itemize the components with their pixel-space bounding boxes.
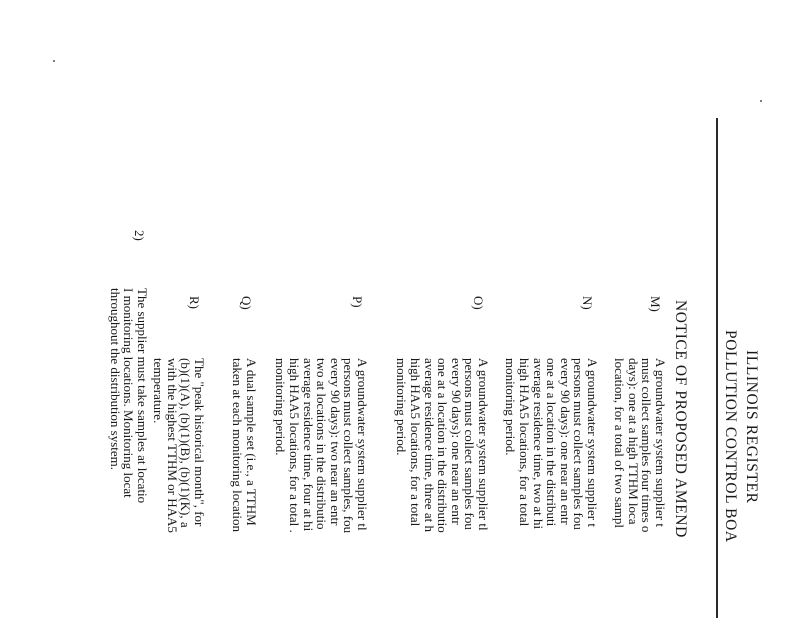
text-line: average residence time, two at hi [530, 358, 546, 530]
scan-speck [53, 60, 55, 62]
text-line: The "peak historical month", for [192, 358, 207, 527]
text-line: I monitoring locations. Monitoring locat [121, 288, 137, 498]
text-line: persons must collect samples, fou [341, 358, 357, 534]
register-title: ILLINOIS REGISTER [743, 350, 760, 504]
text-line: with the highest TTHM or HAA5 [164, 358, 180, 533]
text-line: one at a location in the distributio [435, 358, 451, 533]
text-line: location, for a total of two sampl [612, 358, 628, 529]
item-m-text [613, 358, 667, 532]
paragraph-marker-2: 2) [132, 230, 147, 241]
item-marker-q: Q) [239, 296, 254, 310]
text-line: every 90 days): one near an entr [448, 358, 464, 525]
text-line: persons must collect samples fou [462, 358, 478, 530]
item-q-text [231, 358, 258, 532]
text-line: temperature. [151, 358, 167, 424]
text-line: high HAA5 locations, for a total [408, 358, 424, 527]
text-line: every 90 days): two near an entr [327, 358, 343, 526]
text-line: taken at each monitoring location [230, 358, 246, 532]
text-line: days): one at a high TTHM loca [625, 358, 641, 525]
text-line: two at locations in the distributio [314, 358, 330, 530]
text-line: The supplier must take samples at locatio [135, 288, 150, 504]
text-line: high HAA5 locations, for a total . [287, 358, 303, 533]
text-line: must collect samples four times o [639, 358, 655, 533]
text-line: (b)(1)(A), (b)(1)(B), (b)(1)(K), a [178, 358, 194, 528]
text-line: average residence time, four at hi [300, 358, 316, 532]
notice-heading: NOTICE OF PROPOSED AMEND [672, 300, 689, 538]
item-marker-o: O) [471, 296, 486, 310]
paragraph-2-text [108, 288, 149, 503]
scan-speck [760, 100, 762, 102]
text-line: A groundwater system supplier t [653, 358, 668, 527]
text-line: A dual sample set (i.e., a TTHM [244, 358, 259, 526]
text-line: throughout the distribution system. [107, 288, 123, 470]
item-p-text [274, 358, 369, 533]
item-marker-n: N) [580, 296, 595, 310]
text-line: average residence time, three at h [421, 358, 437, 532]
board-name: POLLUTION CONTROL BOA [722, 330, 739, 543]
text-line: high HAA5 locations, for a total [517, 358, 533, 527]
text-line: A groundwater system supplier tl [355, 358, 370, 531]
item-marker-m: M) [648, 296, 663, 312]
text-line: monitoring period. [273, 358, 289, 456]
item-marker-p: P) [350, 296, 365, 308]
text-line: every 90 days): one near an entr [557, 358, 573, 525]
item-marker-r: R) [187, 296, 202, 309]
text-line: monitoring period. [503, 358, 519, 456]
header-rule [717, 118, 719, 618]
item-o-text [395, 358, 490, 533]
text-line: monitoring period. [394, 358, 410, 456]
item-n-text [504, 358, 599, 530]
text-line: A groundwater system supplier tl [476, 358, 491, 531]
text-line: persons must collect samples fou [571, 358, 587, 530]
text-line: A groundwater system supplier t [585, 358, 600, 527]
text-line: one at a location in the distributi [544, 358, 560, 527]
item-r-text [152, 358, 206, 533]
